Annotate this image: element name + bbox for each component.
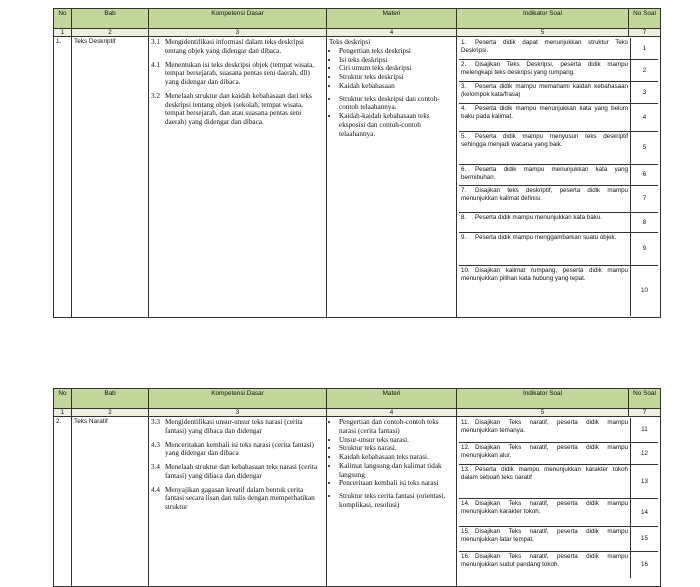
kd-number: 4.1 — [151, 60, 160, 69]
materi-item: • Penceritaan kembali isi teks narasi — [339, 479, 454, 488]
indikator-row — [459, 233, 658, 266]
indikator-text — [459, 104, 631, 131]
indikator-text — [459, 499, 631, 526]
content-row — [54, 37, 661, 318]
indikator-number: 16. — [461, 553, 470, 560]
indikator-row — [459, 527, 658, 552]
indikator-number: 9. — [461, 234, 467, 241]
kd-number: 4.4 — [151, 485, 160, 494]
column-number: 7 — [629, 29, 661, 37]
indikator-row — [459, 465, 658, 499]
kd-item — [151, 463, 324, 481]
indikator-row — [459, 60, 658, 82]
header-kompetensi-dasar: Kompetensi Dasar — [149, 9, 327, 29]
no-soal: 4 — [642, 113, 647, 121]
column-number: 3 — [149, 29, 327, 37]
kd-text: Menyajikan gagasan kreatif dalam bentuk cerita fantasi secara lisan dan tulis dengan memperhatikan struktur — [165, 485, 315, 512]
header-row — [54, 389, 661, 409]
materi-list — [329, 492, 454, 510]
kd-item — [151, 441, 324, 459]
kd-item — [151, 38, 324, 56]
kd-cell — [149, 37, 327, 318]
no-soal: 10 — [641, 287, 648, 295]
materi-item: • Struktur teks deskripsi — [339, 73, 454, 82]
header-no: No — [54, 9, 72, 29]
header-row — [54, 9, 661, 29]
no-soal: 5 — [642, 144, 647, 152]
indikator-label: Disajikan Teks naratif, peserta didik mampu menunjukkan karakter tokoh. — [461, 500, 628, 515]
indikator-text — [459, 38, 631, 59]
no-soal: 8 — [642, 218, 647, 226]
indikator-row — [459, 165, 658, 186]
column-number: 7 — [629, 409, 661, 417]
indikator-label: Peserta didik mampu menyusun teks deskriptif sehingga menjadi wacana yang baik. — [461, 133, 628, 148]
header-no-soal: No Soal — [629, 9, 661, 29]
materi-title: Teks deskripsi — [329, 38, 371, 46]
indikator-cell — [457, 417, 661, 587]
no-soal: 9 — [642, 245, 647, 253]
kd-cell — [149, 417, 327, 587]
no-soal: 11 — [641, 426, 648, 434]
no-soal: 6 — [642, 171, 647, 179]
indikator-label: Disajikan Teks naratif, peserta didik mampu menunjukkan latar tempat. — [461, 528, 628, 543]
column-number-row — [54, 409, 661, 417]
no-soal: 15 — [641, 535, 648, 543]
indikator-label: Peserta didik mampu menunjukkan kata baku. — [475, 214, 602, 221]
materi-item: • Struktur teks narasi. — [339, 444, 454, 453]
indikator-label: Peserta didik mampu memahami kaidah kebahasaan (kelompok kata/frasa) — [461, 83, 628, 98]
indikator-row — [459, 104, 658, 132]
indikator-number: 7. — [461, 187, 467, 194]
header-indikator: Indikator Soal — [457, 389, 629, 409]
header-indikator: Indikator Soal — [457, 9, 629, 29]
indikator-text — [459, 266, 631, 316]
column-number: 4 — [327, 29, 457, 37]
indikator-text — [459, 165, 631, 185]
indikator-number: 5. — [461, 133, 467, 140]
materi-cell — [327, 37, 457, 318]
header-bab: Bab — [72, 9, 149, 29]
indikator-number: 1. — [461, 39, 467, 46]
indikator-label: Peserta didik mampu menunjukkan kata yang belum baku pada kalimat. — [461, 105, 628, 120]
kd-text: Menceritakan kembali isi teks narasi (cerita fantasi) yang didengar dan dibaca — [165, 440, 314, 458]
materi-item: • Kaidah kebahasaan teks narasi. — [339, 453, 454, 462]
indikator-text — [459, 418, 631, 442]
indikator-text — [459, 552, 631, 578]
column-number-row — [54, 29, 661, 37]
indikator-text — [459, 132, 631, 164]
kd-item — [151, 418, 324, 436]
no-soal: 12 — [641, 449, 648, 457]
kd-text: Mengidentifikasi informasi dalam teks deskripsi tentang objek yang didengar dan dibaca. — [165, 38, 304, 55]
indikator-number: 8. — [461, 214, 467, 221]
indikator-number: 15. — [461, 528, 470, 535]
header-no: No — [54, 389, 72, 409]
indikator-text — [459, 527, 631, 551]
materi-item: • Struktur teks cerita fantasi (orientasi, komplikasi, resolusi) — [339, 492, 454, 510]
indikator-row — [459, 213, 658, 233]
indikator-text — [459, 233, 631, 265]
materi-item: • Pengertian dan contoh-contoh teks narasi (cerita fantasi) — [339, 418, 454, 436]
kd-number: 3.3 — [151, 418, 160, 426]
kd-number: 4.3 — [151, 440, 160, 449]
kd-text: Menentukan isi teks deskripsi objek (tempat wisata, tempat bersejarah, suasana pentas seni daerah, dll) yang didengar dan dibaca. — [165, 60, 315, 87]
kd-item — [151, 92, 324, 127]
materi-list — [329, 95, 454, 139]
bab-cell: Teks Deskriptif — [72, 37, 149, 318]
indikator-number: 2. — [461, 61, 467, 68]
indikator-number: 3. — [461, 83, 467, 90]
indikator-text — [459, 213, 631, 232]
kd-text: Mengidentifikasi unsur-unsur teks narasi (cerita fantasi) yang dibaca dan didengar — [165, 418, 303, 435]
indikator-text — [459, 186, 631, 212]
indikator-number: 11. — [461, 419, 470, 426]
materi-item: • Isi teks deskripsi — [339, 56, 454, 65]
indikator-row — [459, 443, 658, 465]
indikator-label: Disajikan Teks naratif, peserta didik mampu menunjukkan temanya. — [461, 419, 628, 434]
indikator-text — [459, 60, 631, 81]
indikator-label: Peserta didik mampu menggambarkan suatu objek. — [475, 234, 617, 241]
no-soal: 7 — [642, 195, 647, 203]
indikator-label: Disajikan kalimat rumpang, peserta didik mampu menunjukkan pilihan kata hubung yang tepat. — [461, 267, 628, 282]
row-number: 2. — [54, 417, 72, 587]
header-materi: Materi — [327, 389, 457, 409]
indikator-number: 14. — [461, 500, 470, 507]
column-number: 3 — [149, 409, 327, 417]
kd-item — [151, 486, 324, 512]
header-bab: Bab — [72, 389, 149, 409]
materi-item: • Ciri umum teks deskripsi — [339, 64, 454, 73]
content-row — [54, 417, 661, 587]
indikator-label: Peserta didik mampu menunjukkan kata yang bermibuhan. — [461, 166, 628, 181]
indikator-row — [459, 266, 658, 316]
no-soal: 2 — [642, 66, 647, 74]
materi-item: • Pengertian teks deskripsi — [339, 47, 454, 56]
indikator-number: 10. — [461, 267, 470, 274]
indikator-text — [459, 82, 631, 103]
indikator-text — [459, 465, 631, 498]
column-number: 1 — [54, 409, 72, 417]
materi-item: • Struktur teks deskripsi dan contoh-contoh telaahannya. — [339, 95, 454, 113]
kd-number: 3.1 — [151, 38, 160, 46]
kd-text: Menelaah struktur dan kaidah kebahasaan dari teks deskripsi tentang objek (sekolah, tempat wisata, tempat bersejarah, dan atau suasana pentas seni daerah) yang didengar dan dibaca. — [165, 91, 312, 127]
no-soal: 14 — [641, 508, 648, 516]
no-soal: 3 — [642, 88, 647, 96]
indikator-row — [459, 418, 658, 443]
no-soal: 1 — [642, 44, 647, 52]
row-number: 1. — [54, 37, 72, 318]
indikator-row — [459, 82, 658, 104]
indikator-row — [459, 499, 658, 527]
column-number: 1 — [54, 29, 72, 37]
materi-cell — [327, 417, 457, 587]
column-number: 2 — [72, 409, 149, 417]
indikator-label: Disajikan Teks Deskripsi, peserta didik mampu melengkapi teks deskripsi yang rumpang. — [461, 61, 628, 76]
header-no-soal: No Soal — [629, 389, 661, 409]
header-materi: Materi — [327, 9, 457, 29]
materi-item: • Kaidah-kaidah kebahasaan teks eksposisi dan contoh-contoh telaahannya. — [339, 112, 454, 138]
column-number: 4 — [327, 409, 457, 417]
kd-number: 3.4 — [151, 463, 160, 472]
indikator-row — [459, 552, 658, 578]
materi-list — [329, 418, 454, 488]
materi-item: • Kalimat langsung dan kalimat tidak langsung — [339, 462, 454, 480]
materi-item: • Unsur-unsur teks narasi. — [339, 436, 454, 445]
indikator-row — [459, 186, 658, 213]
indikator-label: Disajikan Teks naratif, peserta didik mampu menunjukkan sudut pandang tokoh. — [461, 553, 628, 568]
indikator-text — [459, 443, 631, 464]
indikator-cell — [457, 37, 661, 318]
table-kisi-1 — [53, 8, 661, 318]
indikator-label: Peserta didik mampu menunjukkan karakter tokoh dalam sebuah teks naratif — [461, 466, 628, 481]
column-number: 5 — [457, 409, 629, 417]
bab-cell: Teks Naratif — [72, 417, 149, 587]
table-kisi-2 — [53, 388, 661, 587]
column-number: 2 — [72, 29, 149, 37]
no-soal: 13 — [641, 477, 648, 485]
indikator-row — [459, 38, 658, 60]
header-kompetensi-dasar: Kompetensi Dasar — [149, 389, 327, 409]
materi-list — [329, 47, 454, 91]
materi-item: • Kaidah kebahasaan — [339, 82, 454, 91]
indikator-number: 4. — [461, 105, 467, 112]
indikator-label: Disajikan teks deskriptif, peserta didik mampu menunjukkan kalimat definisi. — [461, 187, 628, 202]
indikator-number: 13. — [461, 466, 470, 473]
indikator-label: Disajikan Teks naratif, peserta didik mampu menunjukkan alur. — [461, 444, 628, 459]
indikator-label: Peserta didik dapat menunjukkan struktur Teks Deskripsi. — [461, 39, 628, 54]
indikator-row — [459, 132, 658, 165]
indikator-number: 12. — [461, 444, 470, 451]
kd-number: 3.2 — [151, 91, 160, 100]
indikator-number: 6. — [461, 166, 467, 173]
kd-text: Menelaah struktur dan kebahasaan teks narasi (cerita fantasi) yang dibaca dan didengar — [165, 463, 318, 480]
no-soal: 16 — [641, 561, 648, 569]
column-number: 5 — [457, 29, 629, 37]
kd-item — [151, 61, 324, 87]
